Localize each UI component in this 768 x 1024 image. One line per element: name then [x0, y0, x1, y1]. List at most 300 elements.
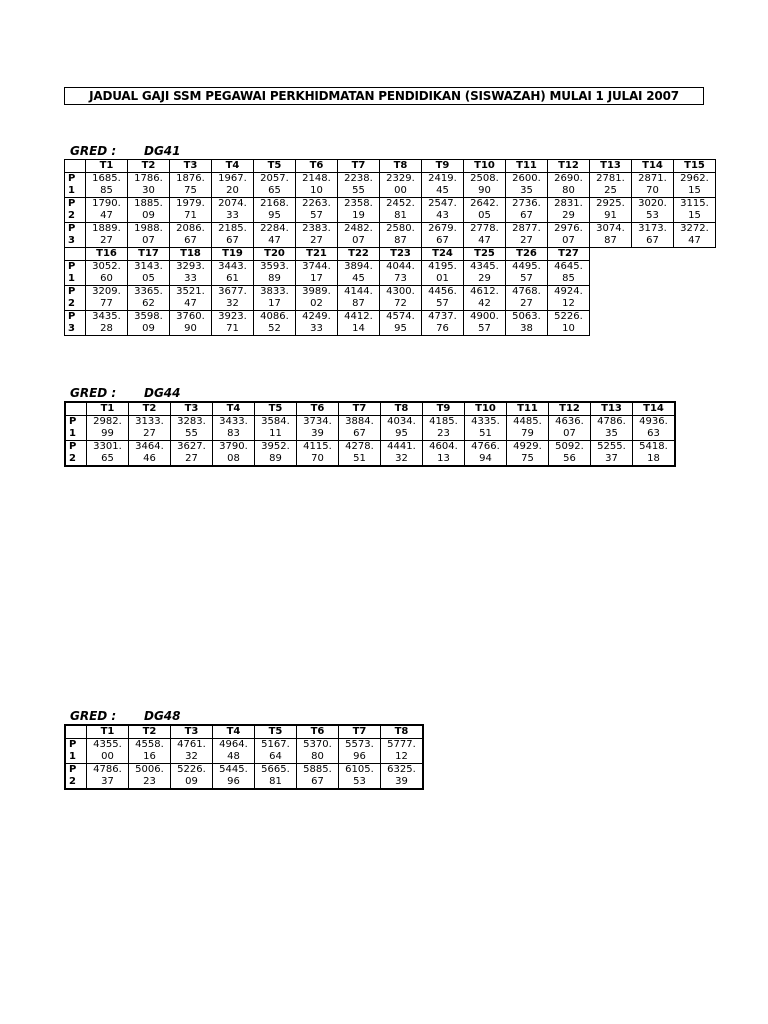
salary-cell	[296, 286, 338, 311]
salary-cell	[171, 441, 213, 467]
salary-decimal: 83	[227, 428, 240, 439]
salary-cell	[171, 764, 213, 790]
table-row	[65, 311, 716, 336]
salary-cell	[255, 416, 297, 441]
column-header: T17	[128, 248, 170, 261]
salary-table-dg44	[64, 401, 676, 467]
salary-integer: 3734.	[303, 416, 332, 427]
pay-level-letter: P	[68, 286, 76, 297]
salary-integer: 2284.	[260, 223, 289, 234]
salary-cell	[297, 441, 339, 467]
salary-integer: 2238.	[344, 173, 373, 184]
salary-decimal: 13	[437, 453, 450, 464]
salary-integer: 4737.	[428, 311, 457, 322]
column-header: T16	[86, 248, 128, 261]
salary-cell	[86, 223, 128, 248]
salary-decimal: 01	[436, 273, 449, 284]
salary-decimal: 81	[269, 776, 282, 787]
salary-integer: 4355.	[93, 739, 122, 750]
salary-table-dg48	[64, 724, 424, 790]
salary-integer: 5255.	[597, 441, 626, 452]
salary-decimal: 19	[352, 210, 365, 221]
column-header: T1	[86, 160, 128, 173]
salary-cell	[129, 441, 171, 467]
salary-decimal: 64	[269, 751, 282, 762]
salary-decimal: 11	[269, 428, 282, 439]
salary-integer: 2679.	[428, 223, 457, 234]
salary-decimal: 12	[395, 751, 408, 762]
salary-integer: 4768.	[512, 286, 541, 297]
salary-decimal: 14	[352, 323, 365, 334]
salary-integer: 4441.	[387, 441, 416, 452]
salary-integer: 3584.	[261, 416, 290, 427]
pay-level-cell	[65, 286, 86, 311]
salary-integer: 3293.	[176, 261, 205, 272]
column-header: T7	[339, 402, 381, 416]
salary-decimal: 32	[185, 751, 198, 762]
salary-integer: 3598.	[134, 311, 163, 322]
salary-decimal: 75	[521, 453, 534, 464]
salary-integer: 1876.	[176, 173, 205, 184]
salary-cell	[633, 416, 676, 441]
salary-decimal: 27	[310, 235, 323, 246]
salary-decimal: 87	[604, 235, 617, 246]
pay-level-cell	[65, 739, 87, 764]
salary-cell	[338, 223, 380, 248]
salary-decimal: 05	[478, 210, 491, 221]
salary-cell	[423, 441, 465, 467]
salary-integer: 4249.	[302, 311, 331, 322]
salary-integer: 5370.	[303, 739, 332, 750]
salary-integer: 3283.	[177, 416, 206, 427]
salary-decimal: 43	[436, 210, 449, 221]
salary-cell	[87, 441, 129, 467]
salary-cell	[170, 173, 212, 198]
salary-integer: 2982.	[93, 416, 122, 427]
gred-label: GRED :	[70, 386, 117, 400]
pay-level-letter: P	[69, 441, 77, 452]
salary-decimal: 33	[226, 210, 239, 221]
salary-cell	[380, 198, 422, 223]
salary-integer: 3443.	[218, 261, 247, 272]
salary-integer: 5777.	[387, 739, 416, 750]
pay-level-cell	[65, 173, 86, 198]
salary-integer: 2781.	[596, 173, 625, 184]
salary-cell	[674, 198, 716, 223]
column-header: T20	[254, 248, 296, 261]
salary-decimal: 85	[100, 185, 113, 196]
salary-cell	[170, 261, 212, 286]
salary-integer: 4574.	[386, 311, 415, 322]
salary-cell	[87, 764, 129, 790]
salary-decimal: 47	[688, 235, 701, 246]
salary-integer: 1685.	[92, 173, 121, 184]
column-header: T21	[296, 248, 338, 261]
salary-integer: 2600.	[512, 173, 541, 184]
salary-integer: 3020.	[638, 198, 667, 209]
salary-decimal: 16	[143, 751, 156, 762]
column-header: T12	[548, 160, 590, 173]
salary-decimal: 61	[226, 273, 239, 284]
salary-decimal: 65	[268, 185, 281, 196]
salary-cell	[506, 286, 548, 311]
salary-integer: 2148.	[302, 173, 331, 184]
salary-decimal: 27	[143, 428, 156, 439]
salary-decimal: 71	[184, 210, 197, 221]
salary-cell	[212, 311, 254, 336]
salary-integer: 2877.	[512, 223, 541, 234]
salary-cell	[212, 223, 254, 248]
salary-integer: 5063.	[512, 311, 541, 322]
salary-decimal: 37	[101, 776, 114, 787]
column-header: T2	[129, 402, 171, 416]
salary-cell	[254, 198, 296, 223]
salary-integer: 2482.	[344, 223, 373, 234]
table-row	[65, 223, 716, 248]
header-row	[65, 725, 423, 739]
salary-cell	[254, 223, 296, 248]
salary-integer: 2263.	[302, 198, 331, 209]
salary-integer: 3173.	[638, 223, 667, 234]
corner-cell	[65, 725, 87, 739]
salary-decimal: 27	[520, 298, 533, 309]
salary-integer: 2383.	[302, 223, 331, 234]
salary-decimal: 67	[184, 235, 197, 246]
column-header: T8	[380, 160, 422, 173]
salary-decimal: 67	[436, 235, 449, 246]
salary-cell	[254, 261, 296, 286]
salary-decimal: 57	[478, 323, 491, 334]
salary-integer: 4786.	[597, 416, 626, 427]
salary-integer: 4278.	[345, 441, 374, 452]
salary-integer: 5573.	[345, 739, 374, 750]
salary-integer: 1786.	[134, 173, 163, 184]
column-header: T9	[422, 160, 464, 173]
salary-integer: 3143.	[134, 261, 163, 272]
salary-integer: 4900.	[470, 311, 499, 322]
salary-decimal: 77	[100, 298, 113, 309]
pay-level-number: 2	[69, 453, 76, 464]
salary-cell	[86, 311, 128, 336]
salary-integer: 2358.	[344, 198, 373, 209]
salary-integer: 4086.	[260, 311, 289, 322]
salary-integer: 3952.	[261, 441, 290, 452]
salary-cell	[381, 764, 424, 790]
salary-cell	[464, 261, 506, 286]
salary-decimal: 63	[647, 428, 660, 439]
salary-cell	[674, 173, 716, 198]
salary-integer: 3521.	[176, 286, 205, 297]
salary-integer: 4929.	[513, 441, 542, 452]
salary-decimal: 46	[143, 453, 156, 464]
salary-cell	[339, 416, 381, 441]
salary-decimal: 55	[352, 185, 365, 196]
salary-decimal: 89	[269, 453, 282, 464]
salary-integer: 2547.	[428, 198, 457, 209]
salary-decimal: 35	[605, 428, 618, 439]
salary-cell	[548, 286, 590, 311]
salary-decimal: 67	[646, 235, 659, 246]
salary-cell	[171, 739, 213, 764]
salary-integer: 1889.	[92, 223, 121, 234]
corner-cell	[65, 160, 86, 173]
salary-cell	[507, 441, 549, 467]
salary-decimal: 73	[394, 273, 407, 284]
column-header: T7	[339, 725, 381, 739]
table-row	[65, 173, 716, 198]
column-header: T14	[633, 402, 676, 416]
salary-decimal: 55	[185, 428, 198, 439]
gred-value: DG41	[144, 144, 181, 158]
salary-integer: 3627.	[177, 441, 206, 452]
salary-decimal: 94	[479, 453, 492, 464]
salary-decimal: 47	[184, 298, 197, 309]
salary-cell	[170, 198, 212, 223]
salary-decimal: 28	[100, 323, 113, 334]
salary-cell	[339, 441, 381, 467]
salary-integer: 5006.	[135, 764, 164, 775]
salary-decimal: 96	[353, 751, 366, 762]
table-row	[65, 286, 716, 311]
salary-decimal: 45	[352, 273, 365, 284]
salary-cell	[590, 173, 632, 198]
salary-integer: 2057.	[260, 173, 289, 184]
salary-integer: 4144.	[344, 286, 373, 297]
salary-cell	[255, 764, 297, 790]
salary-decimal: 00	[394, 185, 407, 196]
salary-cell	[86, 261, 128, 286]
salary-decimal: 00	[101, 751, 114, 762]
salary-decimal: 57	[436, 298, 449, 309]
salary-cell	[674, 223, 716, 248]
salary-integer: 3884.	[345, 416, 374, 427]
salary-integer: 2736.	[512, 198, 541, 209]
salary-decimal: 17	[310, 273, 323, 284]
salary-cell	[380, 223, 422, 248]
salary-integer: 1967.	[218, 173, 247, 184]
salary-decimal: 51	[479, 428, 492, 439]
salary-decimal: 07	[352, 235, 365, 246]
table-row	[65, 416, 675, 441]
salary-integer: 2580.	[386, 223, 415, 234]
column-header: T5	[255, 725, 297, 739]
salary-cell	[86, 198, 128, 223]
salary-cell	[338, 311, 380, 336]
column-header: T3	[171, 725, 213, 739]
column-header: T4	[213, 402, 255, 416]
salary-cell	[297, 416, 339, 441]
salary-decimal: 09	[142, 210, 155, 221]
salary-integer: 2778.	[470, 223, 499, 234]
salary-cell	[380, 261, 422, 286]
salary-integer: 2419.	[428, 173, 457, 184]
salary-integer: 2168.	[260, 198, 289, 209]
pay-level-cell	[65, 223, 86, 248]
salary-integer: 2976.	[554, 223, 583, 234]
salary-integer: 3272.	[680, 223, 709, 234]
salary-decimal: 85	[562, 273, 575, 284]
salary-integer: 4604.	[429, 441, 458, 452]
salary-integer: 4195.	[428, 261, 457, 272]
salary-decimal: 05	[142, 273, 155, 284]
column-header: T4	[212, 160, 254, 173]
salary-cell	[213, 416, 255, 441]
column-header: T7	[338, 160, 380, 173]
column-header: T10	[464, 160, 506, 173]
salary-integer: 3790.	[219, 441, 248, 452]
salary-decimal: 70	[311, 453, 324, 464]
column-header: T2	[128, 160, 170, 173]
salary-integer: 4485.	[513, 416, 542, 427]
column-header: T13	[590, 160, 632, 173]
salary-integer: 2508.	[470, 173, 499, 184]
salary-cell	[212, 286, 254, 311]
salary-decimal: 45	[436, 185, 449, 196]
salary-decimal: 35	[520, 185, 533, 196]
pay-level-cell	[65, 764, 87, 790]
salary-cell	[506, 198, 548, 223]
salary-integer: 3115.	[680, 198, 709, 209]
column-header: T4	[213, 725, 255, 739]
salary-decimal: 71	[226, 323, 239, 334]
salary-decimal: 37	[605, 453, 618, 464]
salary-decimal: 80	[311, 751, 324, 762]
salary-cell	[338, 286, 380, 311]
gred-heading-dg48	[70, 709, 181, 723]
salary-integer: 2690.	[554, 173, 583, 184]
salary-cell	[549, 441, 591, 467]
column-header: T11	[506, 160, 548, 173]
salary-cell	[590, 198, 632, 223]
salary-cell	[464, 173, 506, 198]
salary-integer: 4115.	[303, 441, 332, 452]
salary-integer: 1790.	[92, 198, 121, 209]
salary-decimal: 79	[521, 428, 534, 439]
salary-cell	[465, 416, 507, 441]
salary-cell	[380, 311, 422, 336]
salary-decimal: 23	[143, 776, 156, 787]
column-header: T26	[506, 248, 548, 261]
table-row	[65, 764, 423, 790]
salary-decimal: 60	[100, 273, 113, 284]
salary-decimal: 33	[184, 273, 197, 284]
salary-decimal: 33	[310, 323, 323, 334]
salary-cell	[296, 261, 338, 286]
salary-cell	[506, 261, 548, 286]
salary-cell	[170, 286, 212, 311]
salary-integer: 5445.	[219, 764, 248, 775]
salary-integer: 3923.	[218, 311, 247, 322]
salary-cell	[506, 223, 548, 248]
salary-decimal: 30	[142, 185, 155, 196]
header-row	[65, 248, 716, 261]
column-header: T3	[171, 402, 213, 416]
salary-decimal: 89	[268, 273, 281, 284]
salary-decimal: 57	[310, 210, 323, 221]
pay-level-cell	[65, 198, 86, 223]
salary-integer: 3464.	[135, 441, 164, 452]
salary-decimal: 90	[478, 185, 491, 196]
pay-level-letter: P	[69, 416, 77, 427]
salary-decimal: 17	[268, 298, 281, 309]
salary-cell	[128, 223, 170, 248]
pay-level-cell	[65, 441, 87, 467]
salary-cell	[296, 223, 338, 248]
salary-cell	[296, 173, 338, 198]
pay-level-cell	[65, 416, 87, 441]
salary-integer: 4786.	[93, 764, 122, 775]
salary-cell	[212, 198, 254, 223]
header-row	[65, 160, 716, 173]
salary-decimal: 62	[142, 298, 155, 309]
pay-level-cell	[65, 261, 86, 286]
salary-integer: 4185.	[429, 416, 458, 427]
salary-cell	[297, 739, 339, 764]
column-header: T6	[297, 402, 339, 416]
salary-decimal: 67	[311, 776, 324, 787]
salary-decimal: 15	[688, 210, 701, 221]
salary-cell	[170, 223, 212, 248]
salary-cell	[548, 261, 590, 286]
salary-cell	[548, 223, 590, 248]
salary-decimal: 52	[268, 323, 281, 334]
salary-cell	[338, 198, 380, 223]
salary-decimal: 42	[478, 298, 491, 309]
corner-cell	[65, 248, 86, 261]
pay-level-letter: P	[68, 223, 76, 234]
salary-integer: 1885.	[134, 198, 163, 209]
salary-decimal: 53	[353, 776, 366, 787]
salary-integer: 3593.	[260, 261, 289, 272]
salary-integer: 6105.	[345, 764, 374, 775]
salary-decimal: 25	[604, 185, 617, 196]
salary-cell	[464, 311, 506, 336]
salary-integer: 5665.	[261, 764, 290, 775]
salary-cell	[128, 261, 170, 286]
salary-cell	[632, 223, 674, 248]
salary-cell	[129, 764, 171, 790]
salary-decimal: 08	[227, 453, 240, 464]
pay-level-letter: P	[68, 261, 76, 272]
column-header: T19	[212, 248, 254, 261]
salary-integer: 4636.	[555, 416, 584, 427]
salary-integer: 4936.	[639, 416, 668, 427]
column-header: T15	[674, 160, 716, 173]
salary-cell	[464, 286, 506, 311]
salary-integer: 2642.	[470, 198, 499, 209]
salary-decimal: 12	[562, 298, 575, 309]
salary-decimal: 10	[310, 185, 323, 196]
salary-decimal: 07	[563, 428, 576, 439]
salary-integer: 5885.	[303, 764, 332, 775]
pay-level-number: 1	[68, 273, 75, 284]
salary-decimal: 15	[688, 185, 701, 196]
salary-decimal: 81	[394, 210, 407, 221]
table-row	[65, 261, 716, 286]
salary-integer: 2074.	[218, 198, 247, 209]
salary-cell	[339, 764, 381, 790]
pay-level-number: 1	[68, 185, 75, 196]
salary-integer: 4761.	[177, 739, 206, 750]
pay-level-letter: P	[68, 198, 76, 209]
column-header: T11	[507, 402, 549, 416]
salary-decimal: 20	[226, 185, 239, 196]
salary-integer: 2831.	[554, 198, 583, 209]
gred-value: DG44	[144, 386, 181, 400]
pay-level-cell	[65, 311, 86, 336]
salary-integer: 2452.	[386, 198, 415, 209]
column-header: T5	[254, 160, 296, 173]
